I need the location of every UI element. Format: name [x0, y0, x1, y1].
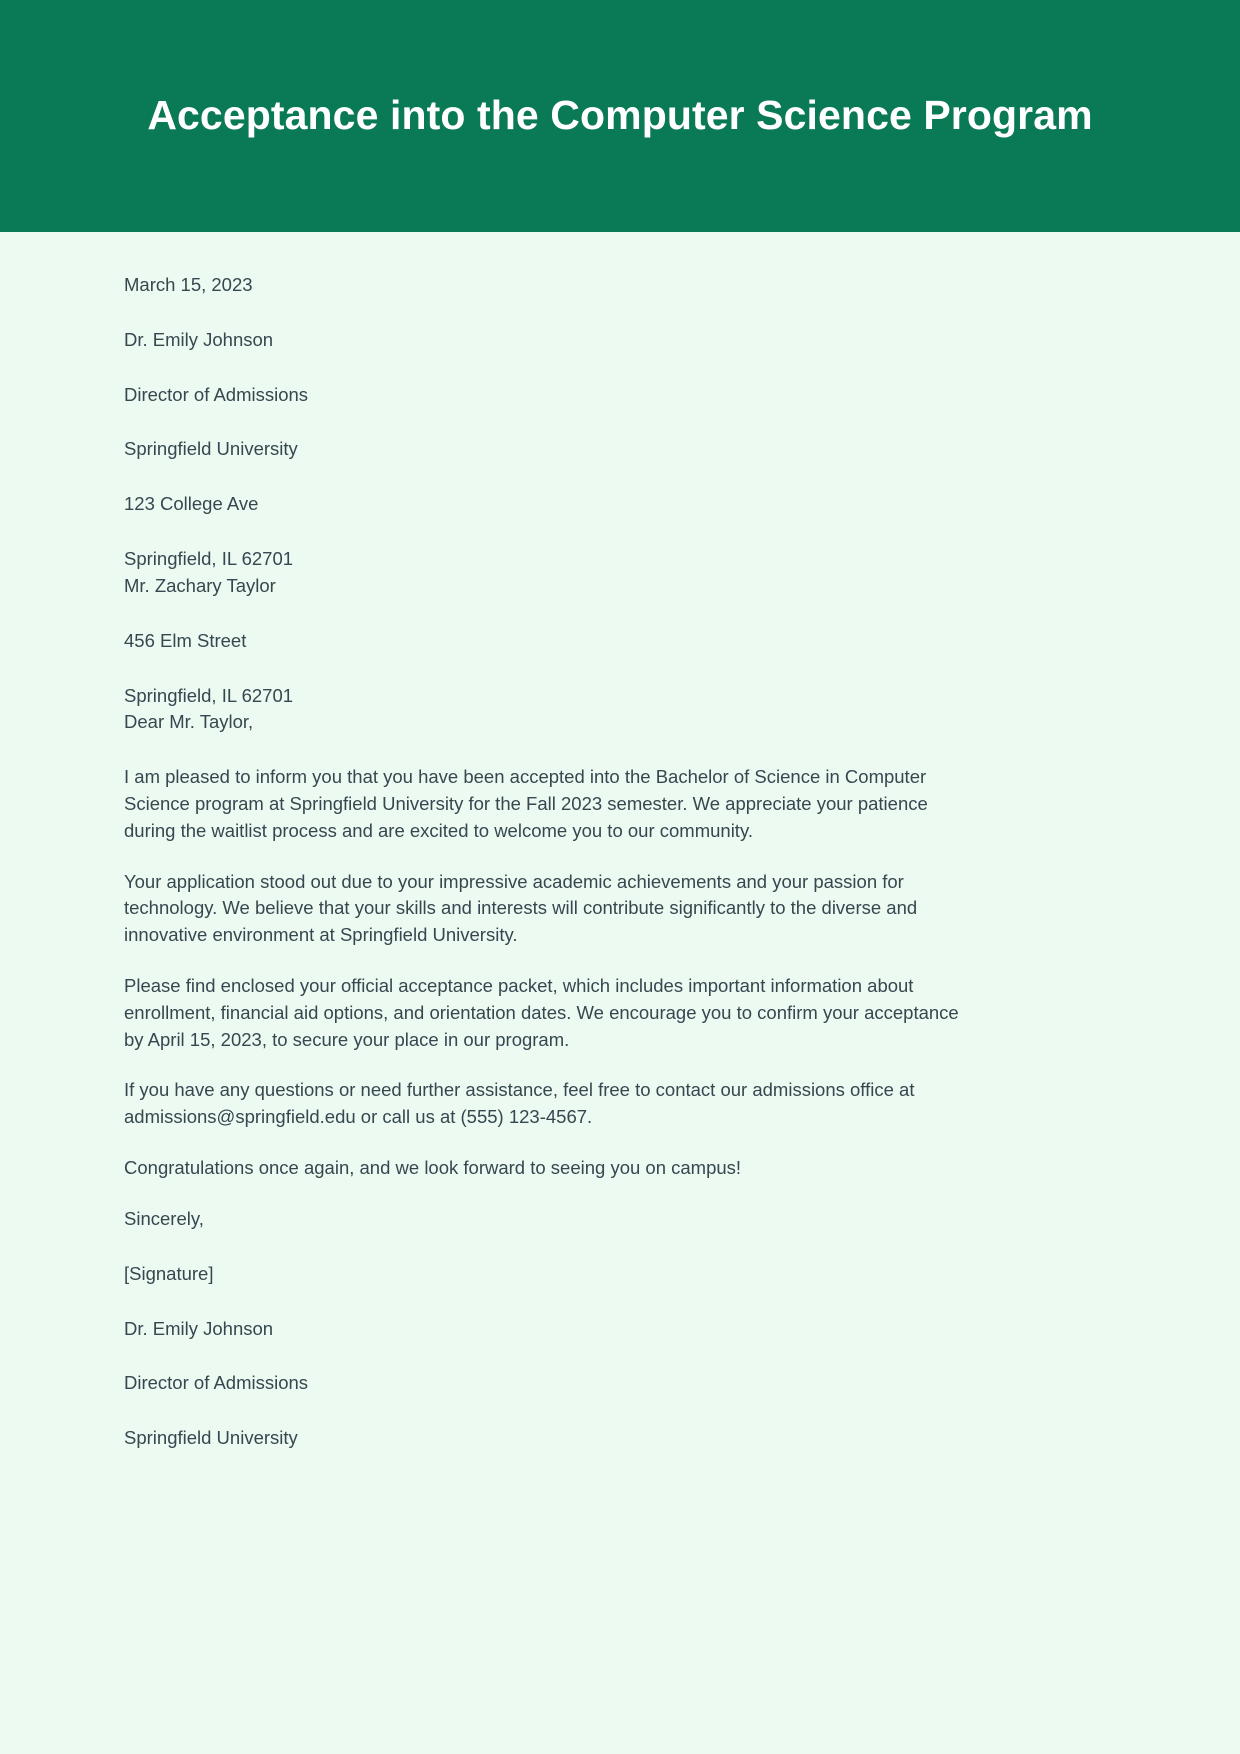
sender-line: Dr. Emily Johnson — [124, 328, 274, 350]
body-paragraph: Your application stood out due to your impressive academic achievements and your passion for technology. We believe that your skills and interests will contribute significantly to the diverse and innovative environment at Springfield University. — [124, 870, 918, 946]
signature-line: Director of Admissions — [124, 1372, 309, 1394]
signature-block — [124, 1316, 992, 1452]
closing: Sincerely, — [124, 1207, 204, 1229]
body-paragraph: Congratulations once again, and we look forward to seeing you on campus! — [124, 1157, 742, 1179]
salutation: Dear Mr. Taylor, — [124, 711, 254, 733]
header-banner — [0, 0, 1240, 232]
recipient-line: Mr. Zachary Taylor — [124, 574, 276, 596]
body-paragraph: If you have any questions or need further assistance, feel free to contact our admissions office at admissions@springfield.edu or call us at (555) 123-4567. — [124, 1079, 915, 1128]
page-title: Acceptance into the Computer Science Program — [147, 92, 1093, 139]
sender-line: 123 College Ave — [124, 493, 259, 515]
recipient-line: 456 Elm Street — [124, 629, 247, 651]
signature-placeholder: [Signature] — [124, 1262, 214, 1284]
recipient-line: Springfield, IL 62701 — [124, 684, 294, 706]
signature-line: Dr. Emily Johnson — [124, 1317, 274, 1339]
sender-line: Springfield, IL 62701 — [124, 548, 294, 570]
letter-date: March 15, 2023 — [124, 274, 253, 295]
letter-body — [0, 232, 1240, 1512]
body-paragraph: I am pleased to inform you that you have been accepted into the Bachelor of Science in Computer Science program at Springfield University for the Fall 2023 semester. We appreciate your patience during the waitlist process and are excited to welcome you to our community. — [124, 766, 928, 841]
recipient-address-block — [124, 573, 992, 709]
signature-line: Springfield University — [124, 1427, 298, 1449]
sender-line: Springfield University — [124, 438, 298, 460]
body-paragraph: Please find enclosed your official acceptance packet, which includes important information about enrollment, financial aid options, and orientation dates. We encourage you to confirm your acceptance by April 15, 2023, to secure your place in our program. — [124, 975, 959, 1050]
sender-address-block — [124, 327, 992, 573]
sender-line: Director of Admissions — [124, 383, 309, 405]
